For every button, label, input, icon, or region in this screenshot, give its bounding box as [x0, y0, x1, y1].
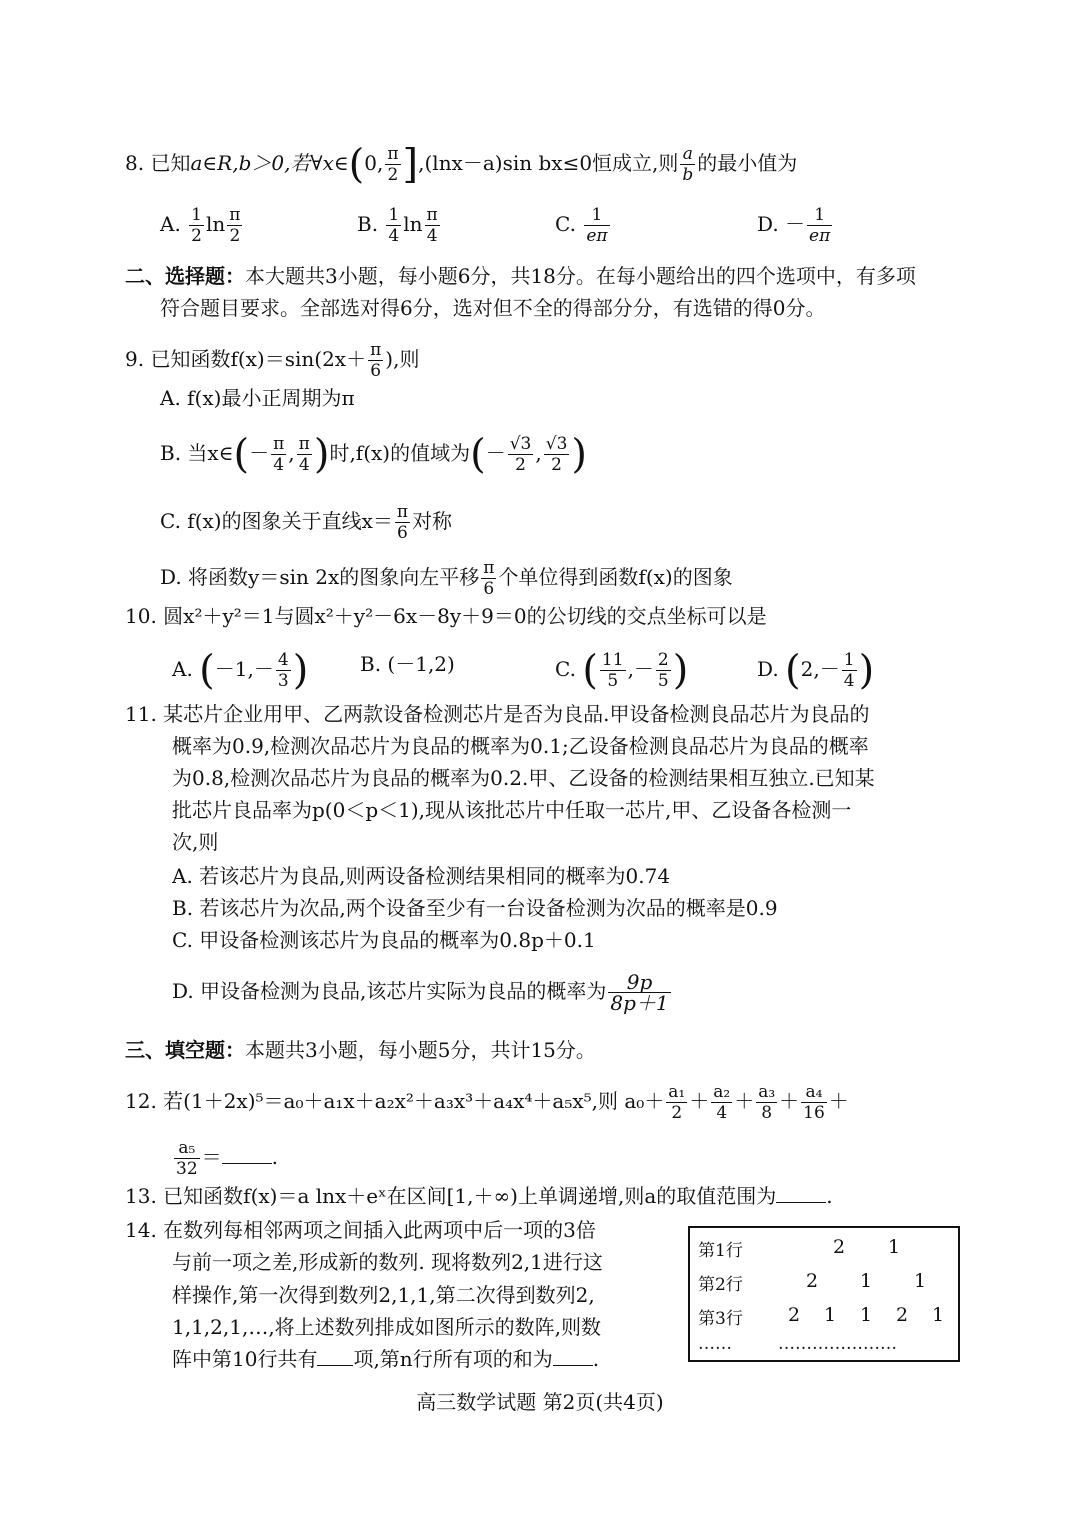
q13-stem: 13. 已知函数f(x)＝a lnx＋eˣ在区间[1,＋∞)上单调递增,则a的取值范围为 . [125, 1184, 833, 1208]
section2-line2: 符合题目要求。全部选对得6分，选对但不全的得部分分，有选错的得0分。 [160, 296, 826, 320]
table-row: 第3行 2 1 1 2 1 [698, 1304, 945, 1329]
q11-option-a: A. 若该芯片为良品,则两设备检测结果相同的概率为0.74 [172, 864, 671, 888]
q11-option-c: C. 甲设备检测该芯片为良品的概率为0.8p＋0.1 [172, 928, 596, 952]
q10-option-d: D. (2,－ $\frac{1}{4}$ ) [757, 647, 875, 694]
q10-option-a: A. (－1,－ $\frac{4}{3}$ ) [172, 647, 309, 694]
q8-stem: 8. 已知a∈R,b＞0,若∀x∈(0, $\frac{\pi}{2}$ ],(lnx－a)sin bx≤0恒成立,则 $\frac{a}{b}$ 的最小值为 [125, 141, 798, 188]
q8-interval-frac: $\frac{\pi}{2}$ [387, 144, 399, 185]
section3-heading: 三、填空题：本题共3小题，每小题5分，共计15分。 [125, 1038, 596, 1062]
q8-option-d: D. － $\frac{1}{e\pi}$ [757, 205, 831, 246]
q11-line-3: 为0.8,检测次品芯片为良品的概率为0.2.甲、乙设备的检测结果相互独立.已知某 [172, 766, 875, 790]
q11-line-1: 11. 某芯片企业用甲、乙两款设备检测芯片是否为良品.甲设备检测良品芯片为良品的 [125, 702, 870, 726]
q8-ratio-frac: $\frac{a}{b}$ [682, 144, 694, 185]
q14-line-3: 样操作,第一次得到数列2,1,1,第二次得到数列2, [172, 1283, 595, 1307]
q10-option-b: B. (－1,2) [360, 652, 455, 676]
q9-option-d: D. 将函数y＝sin 2x的图象向左平移 $\frac{\pi}{6}$ 个单位得到函数f(x)的图象 [160, 558, 733, 599]
q11-line-4: 批芯片良品率为p(0＜p＜1),现从该批芯片中任取一芯片,甲、乙设备各检测一 [172, 798, 852, 822]
q8-option-a: A. $\frac{1}{2}$ ln $\frac{\pi}{2}$ [160, 205, 241, 246]
table-row: …… ………………… [698, 1334, 897, 1354]
q11-line-5: 次,则 [172, 830, 219, 854]
q11-line-2: 概率为0.9,检测次品芯片为良品的概率为0.1;乙设备检测良品芯片为良品的概率 [172, 734, 869, 758]
q12-answer-blank[interactable] [222, 1145, 272, 1164]
number-array-table [688, 1226, 960, 1362]
q9-option-b: B. 当x∈(－ $\frac{\pi}{4}$ , $\frac{\pi}{4}$ )时,f(x)的值域为(－ $\frac{√3}{2}$ , $\frac{√3}{2}$ ) [160, 431, 587, 478]
q9-option-a: A. f(x)最小正周期为π [160, 386, 355, 410]
q14-line-1: 14. 在数列每相邻两项之间插入此两项中后一项的3倍 [125, 1218, 596, 1242]
q8-option-c: C. $\frac{1}{e\pi}$ [555, 205, 608, 246]
q9-option-c: C. f(x)的图象关于直线x＝ $\frac{\pi}{6}$ 对称 [160, 502, 453, 543]
q14-line-5: 阵中第10行共有 项,第n行所有项的和为 . [172, 1347, 600, 1371]
page-footer: 高三数学试题 第2页(共4页) [416, 1390, 664, 1414]
table-row: 第2行 2 1 1 [698, 1270, 927, 1295]
q9-stem: 9. 已知函数f(x)＝sin(2x＋ $\frac{\pi}{6}$ ),则 [125, 340, 420, 381]
q10-option-c: C. ( $\frac{11}{5}$ ,－ $\frac{2}{5}$ ) [555, 647, 689, 694]
q12-stem: 12. 若(1＋2x)⁵＝a₀＋a₁x＋a₂x²＋a₃x³＋a₄x⁴＋a₅x⁵,则 a₀＋ $\frac{\text{a₁}}{2}$ ＋ $\frac{\text{a₂}}{4}$ ＋ $\frac{\text{a₃}}{8}$ ＋ $\frac{\text{a₄}}{16}$ ＋ [125, 1082, 849, 1123]
q10-stem: 10. 圆x²＋y²＝1与圆x²＋y²－6x－8y＋9＝0的公切线的交点坐标可以是 [125, 604, 767, 628]
q13-answer-blank[interactable] [776, 1184, 826, 1203]
q12-continued: $\frac{\text{a₅}}{32}$ ＝ . [176, 1138, 278, 1179]
table-row: 第1行 2 1 [698, 1236, 901, 1261]
section2-heading: 二、选择题：本大题共3小题，每小题6分，共18分。在每小题给出的四个选项中，有多项 [125, 264, 916, 288]
q14-line-4: 1,1,2,1,…,将上述数列排成如图所示的数阵,则数 [172, 1315, 602, 1339]
q14-blank-sum[interactable] [553, 1347, 593, 1366]
q11-option-d: D. 甲设备检测为良品,该芯片实际为良品的概率为 $\frac{9p}{8p+1}$ [172, 970, 669, 1015]
q14-line-2: 与前一项之差,形成新的数列. 现将数列2,1进行这 [172, 1250, 603, 1274]
q8-option-b: B. $\frac{1}{4}$ ln $\frac{\pi}{4}$ [357, 205, 438, 246]
q11-option-b: B. 若该芯片为次品,两个设备至少有一台设备检测为次品的概率是0.9 [172, 896, 778, 920]
q14-blank-count[interactable] [317, 1347, 353, 1366]
